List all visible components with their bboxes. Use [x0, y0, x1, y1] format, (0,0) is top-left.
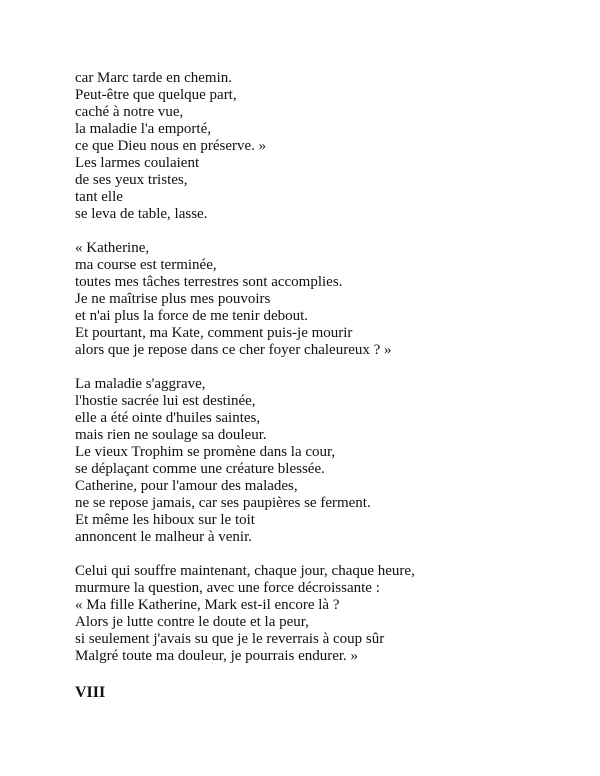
- verse-line: Le vieux Trophim se promène dans la cour,: [75, 444, 336, 460]
- verse-line: annoncent le malheur à venir.: [75, 529, 253, 545]
- verse-line: « Katherine,: [75, 240, 150, 256]
- verse-line: Peut-être que quelque part,: [75, 87, 237, 103]
- verse-line: tant elle: [75, 189, 123, 205]
- verse-line: caché à notre vue,: [75, 104, 184, 120]
- verse-line: Les larmes coulaient: [75, 155, 200, 171]
- verse-line: la maladie l'a emporté,: [75, 121, 211, 137]
- verse-line: Et pourtant, ma Kate, comment puis-je mourir: [75, 325, 353, 341]
- verse-line: Alors je lutte contre le doute et la peur,: [75, 614, 309, 630]
- verse-line: « Ma fille Katherine, Mark est-il encore là ?: [75, 597, 340, 613]
- verse-line: elle a été ointe d'huiles saintes,: [75, 410, 261, 426]
- verse-line: La maladie s'aggrave,: [75, 376, 206, 392]
- stanza-2: [75, 240, 575, 359]
- verse-line: alors que je repose dans ce cher foyer chaleureux ? »: [75, 342, 392, 358]
- verse-line: ma course est terminée,: [75, 257, 217, 273]
- verse-line: Et même les hiboux sur le toit: [75, 512, 255, 528]
- document-page: [75, 70, 575, 701]
- verse-line: Catherine, pour l'amour des malades,: [75, 478, 298, 494]
- verse-line: ne se repose jamais, car ses paupières se ferment.: [75, 495, 371, 511]
- verse-line: car Marc tarde en chemin.: [75, 70, 232, 86]
- verse-line: de ses yeux tristes,: [75, 172, 188, 188]
- verse-line: si seulement j'avais su que je le reverrais à coup sûr: [75, 631, 385, 647]
- verse-line: Malgré toute ma douleur, je pourrais endurer. »: [75, 648, 359, 664]
- verse-line: Je ne maîtrise plus mes pouvoirs: [75, 291, 271, 307]
- verse-line: toutes mes tâches terrestres sont accomplies.: [75, 274, 343, 290]
- verse-line: murmure la question, avec une force décroissante :: [75, 580, 380, 596]
- verse-line: se leva de table, lasse.: [75, 206, 208, 222]
- stanza-1: [75, 70, 575, 223]
- stanza-3: [75, 376, 575, 546]
- verse-line: mais rien ne soulage sa douleur.: [75, 427, 267, 443]
- verse-line: Celui qui souffre maintenant, chaque jour, chaque heure,: [75, 563, 415, 579]
- verse-line: se déplaçant comme une créature blessée.: [75, 461, 325, 477]
- verse-line: et n'ai plus la force de me tenir debout.: [75, 308, 309, 324]
- stanza-4: [75, 563, 575, 665]
- section-heading: VIII: [75, 684, 106, 701]
- verse-line: ce que Dieu nous en préserve. »: [75, 138, 267, 154]
- verse-line: l'hostie sacrée lui est destinée,: [75, 393, 256, 409]
